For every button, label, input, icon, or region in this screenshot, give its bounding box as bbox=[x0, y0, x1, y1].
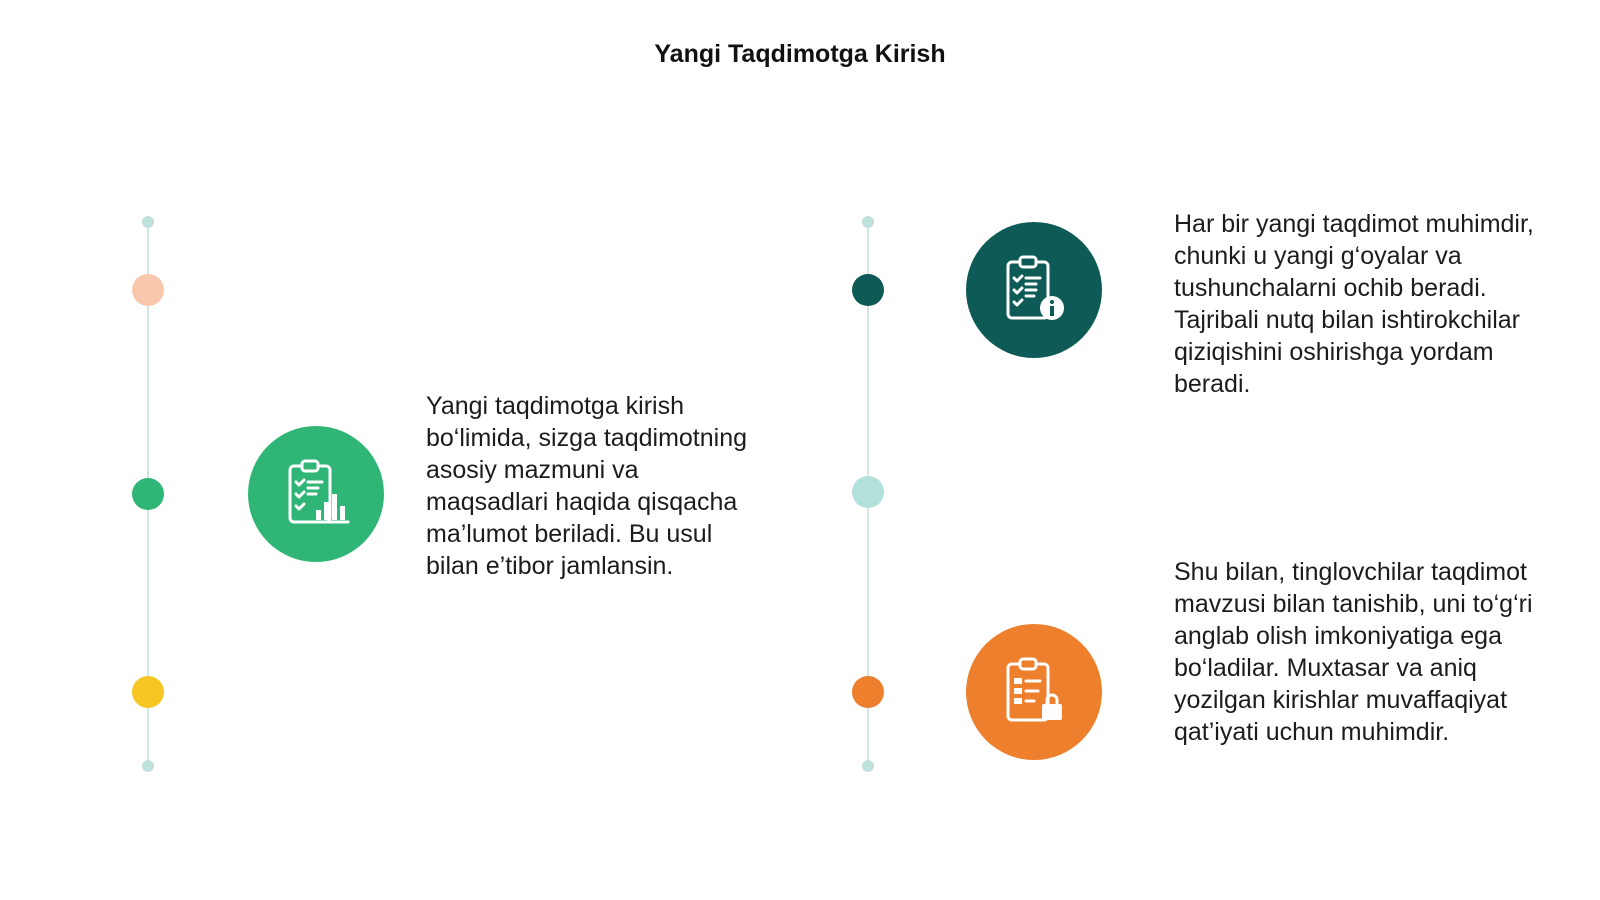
timeline-node-dark-teal bbox=[852, 274, 884, 306]
right-bottom-description: Shu bilan, tinglovchilar taqdimot mavzusi bilan tanishib, uni to‘g‘ri anglab olish imkoniyatiga ega bo‘ladilar. Muxtasar va aniq yozilgan kirishlar muvaffaqiyat qat’iyati uchun muhimdir. bbox=[1174, 558, 1533, 746]
timeline-cap-top bbox=[142, 216, 154, 228]
clipboard-lock-icon bbox=[966, 624, 1102, 760]
right-timeline bbox=[848, 0, 888, 900]
timeline-cap-bottom bbox=[862, 760, 874, 772]
timeline-cap-top bbox=[862, 216, 874, 228]
left-description: Yangi taqdimotga kirish bo‘limida, sizga taqdimotning asosiy mazmuni va maqsadlari haqida qisqacha ma’lumot beriladi. Bu usul bilan e’tibor jamlansin. bbox=[426, 392, 748, 580]
right-top-description: Har bir yangi taqdimot muhimdir, chunki u yangi g‘oyalar va tushunchalarni ochib beradi. Tajribali nutq bilan ishtirokchilar qiziqishini oshirishga yordam beradi. bbox=[1174, 210, 1534, 398]
timeline-node-orange bbox=[852, 676, 884, 708]
page-title: Yangi Taqdimotga Kirish bbox=[654, 40, 946, 68]
clipboard-chart-icon bbox=[248, 426, 384, 562]
timeline-cap-bottom bbox=[142, 760, 154, 772]
left-timeline bbox=[128, 0, 168, 900]
timeline-node-peach bbox=[132, 274, 164, 306]
timeline-node-yellow bbox=[132, 676, 164, 708]
timeline-node-light-teal bbox=[852, 476, 884, 508]
timeline-node-green bbox=[132, 478, 164, 510]
clipboard-info-icon bbox=[966, 222, 1102, 358]
